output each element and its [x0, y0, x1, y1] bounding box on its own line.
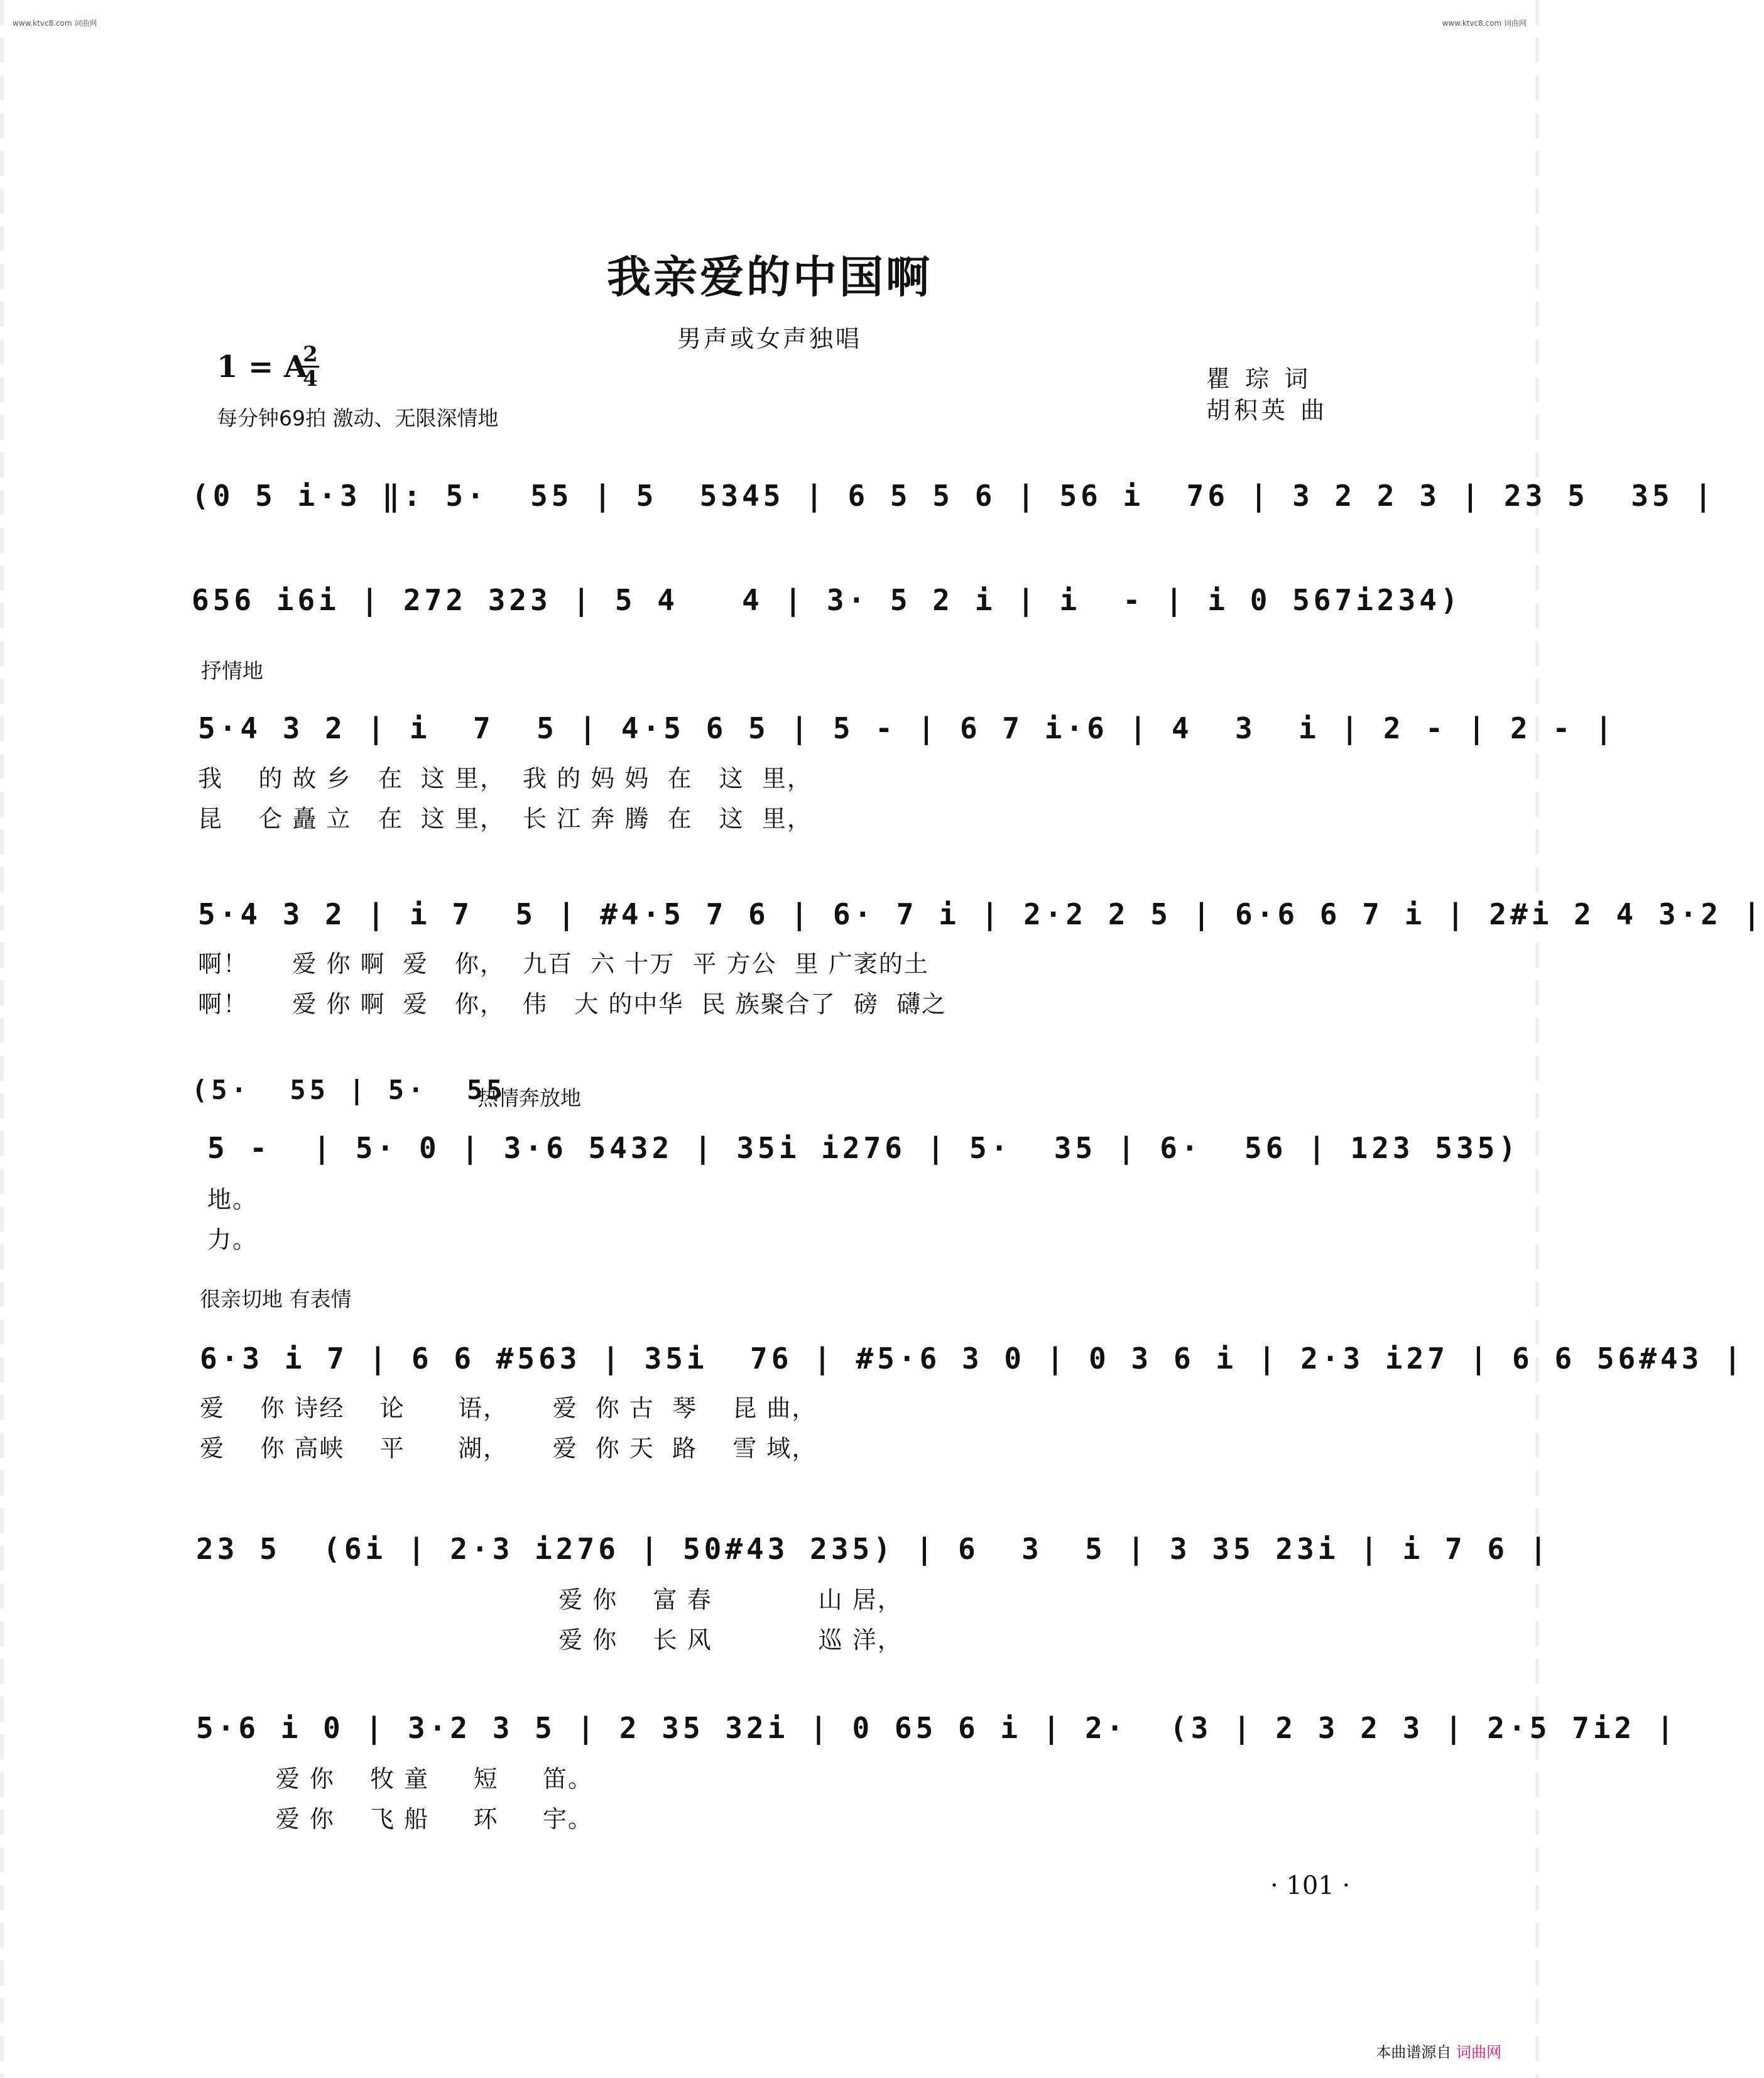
system-5-ossia-notes: (5· 55 | 5· 55	[192, 1075, 506, 1105]
time-signature-bottom: 4	[303, 366, 318, 391]
lyricist-credit: 瞿 琮 词	[1206, 365, 1312, 393]
system-6-notes: 6·3 i 7 | 6 6 #563 | 35i 76 | #5·6 3 0 | 0 3 6 i | 2·3 i27 | 6 6 56#43 |	[200, 1342, 1745, 1375]
system-1-notes: (0 5 i·3 ‖: 5· 55 | 5 5345 | 6 5 5 6 | 56 i 76 | 3 2 2 3 | 23 5 35 |	[192, 479, 1716, 513]
watermark-left: www.ktvc8.com 词曲网	[13, 19, 97, 28]
system-8-lyric-verse-1: 爱 你 牧 童 短 笛。	[196, 1765, 593, 1793]
tempo-marking: 每分钟69拍 激动、无限深情地	[217, 406, 499, 430]
key-signature: 1 = A	[217, 349, 308, 385]
system-6-lyric-verse-1: 爱 你 诗经 论 语， 爱 你 古 琴 昆 曲，	[200, 1394, 817, 1422]
system-5-lyric-verse-1: 地。	[207, 1186, 258, 1213]
footer-credit	[1376, 2040, 1501, 2062]
system-3-expression: 抒情地	[201, 659, 263, 683]
system-5-notes: 5 - | 5· 0 | 3·6 5432 | 35i i276 | 5· 35 | 6· 56 | 123 535)	[207, 1131, 1520, 1165]
system-2-notes: 656 i6i | 272 323 | 5 4 4 | 3· 5 2 i | i - | i 0 567i234)	[192, 583, 1462, 617]
watermark-right: www.ktvc8.com 词曲网	[1442, 19, 1527, 28]
system-7-lyric-verse-2: 爱 你 长 风 巡 洋，	[196, 1626, 903, 1654]
system-5-expression: 热情奔放地	[477, 1086, 581, 1110]
system-8-lyric-verse-2: 爱 你 飞 船 环 宇。	[196, 1805, 593, 1833]
footer-text: 本曲谱源自	[1376, 2043, 1452, 2061]
system-7-lyric-verse-1: 爱 你 富 春 山 居，	[196, 1586, 903, 1614]
system-3-lyric-verse-1: 我 的 故 乡 在 这 里， 我 的 妈 妈 在 这 里，	[198, 765, 812, 792]
right-page-edge	[1535, 0, 1539, 2078]
footer-brand-link[interactable]: 词曲网	[1456, 2043, 1501, 2061]
left-page-edge	[0, 0, 4, 2078]
system-6-expression: 很亲切地 有表情	[200, 1287, 352, 1311]
page-number: · 101 ·	[1270, 1871, 1351, 1900]
song-subtitle: 男声或女声独唱	[677, 325, 862, 353]
time-signature	[302, 344, 319, 389]
system-3-notes: 5·4 3 2 | i 7 5 | 4·5 6 5 | 5 - | 6 7 i·6 | 4 3 i | 2 - | 2 - |	[198, 711, 1616, 745]
system-4-notes: 5·4 3 2 | i 7 5 | #4·5 7 6 | 6· 7 i | 2·2 2 5 | 6·6 6 7 i | 2#i 2 4 3·2 |	[198, 897, 1764, 931]
system-8-notes: 5·6 i 0 | 3·2 3 5 | 2 35 32i | 0 65 6 i | 2· (3 | 2 3 2 3 | 2·5 7i2 |	[196, 1711, 1678, 1745]
system-6-lyric-verse-2: 爱 你 高峡 平 湖， 爱 你 天 路 雪 域，	[200, 1435, 817, 1462]
song-title: 我亲爱的中国啊	[607, 251, 932, 303]
system-4-lyric-verse-2: 啊！ 爱 你 啊 爱 你， 伟 大 的中华 民 族聚合了 磅 礴之	[198, 990, 947, 1018]
composer-credit: 胡积英 曲	[1206, 396, 1329, 424]
system-4-lyric-verse-1: 啊！ 爱 你 啊 爱 你， 九百 六 十万 平 方公 里 广袤的土	[198, 950, 929, 978]
time-signature-top: 2	[303, 342, 318, 367]
system-5-lyric-verse-2: 力。	[207, 1226, 258, 1254]
system-3-lyric-verse-2: 昆 仑 矗 立 在 这 里， 长 江 奔 腾 在 这 里，	[198, 805, 812, 833]
system-7-notes: 23 5 (6i | 2·3 i276 | 50#43 235) | 6 3 5 | 3 35 23i | i 7 6 |	[196, 1532, 1551, 1566]
